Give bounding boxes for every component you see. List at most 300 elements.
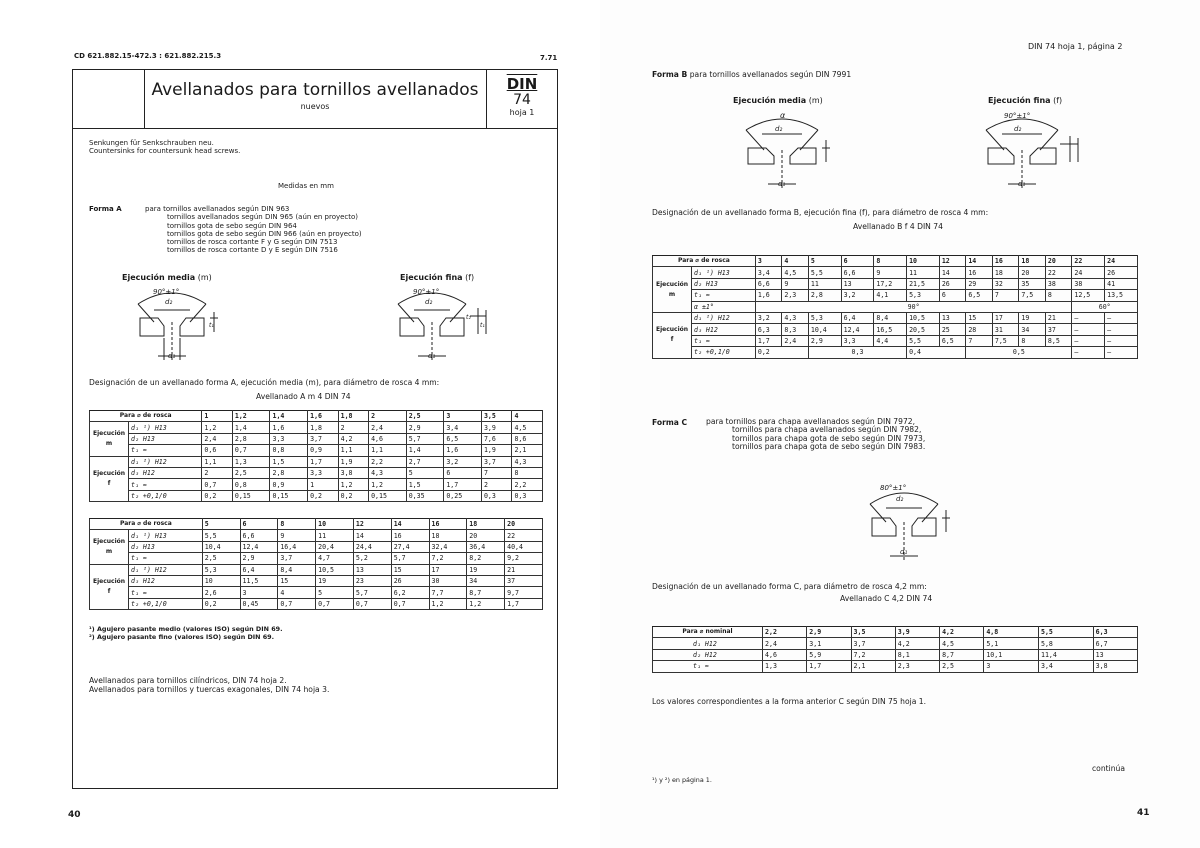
angle-a-fina: 90°±1° [413, 288, 440, 296]
table-header-cell: 10 [316, 519, 354, 530]
table-cell: 0,4 [907, 347, 966, 358]
table-cell: 6,5 [444, 433, 482, 444]
ejec-media-b-code: (m) [808, 96, 823, 105]
table-cell: 0,2 [202, 490, 232, 501]
diagram-b-media [742, 112, 832, 192]
din-label: DIN [506, 75, 538, 93]
table-cell: 3,7 [851, 638, 895, 649]
forma-a-line: tornillos de rosca cortante D y E según DIN 7516 [167, 246, 338, 255]
table-cell: 8,4 [278, 564, 316, 575]
table-forma-c [652, 626, 1138, 673]
table-cell: — [1072, 347, 1105, 358]
din-cell [487, 69, 557, 128]
table-cell: 17 [429, 564, 467, 575]
table-header-cell: 3 [755, 256, 782, 267]
table-cell: 16,5 [874, 324, 907, 335]
hatched-section [140, 318, 164, 336]
table-cell: 5,1 [984, 638, 1039, 649]
table-cell: 24,4 [353, 541, 391, 552]
table-cell: 0,2 [202, 598, 240, 609]
continua-label: continúa [1092, 764, 1126, 773]
table-cell: 17 [992, 312, 1019, 323]
table-cell: 2,4 [763, 638, 807, 649]
table-cell: 0,7 [232, 445, 270, 456]
table-cell: 5,7 [391, 553, 429, 564]
table-cell: 2,4 [369, 422, 407, 433]
table-cell: 7,6 [481, 433, 511, 444]
page-number-left: 40 [68, 810, 81, 820]
table-cell: 4,4 [874, 335, 907, 346]
group-label: Ejecución f [653, 312, 692, 358]
table-header-cell: 3,5 [851, 627, 895, 638]
row-symbol: t₁ ≈ [129, 479, 202, 490]
ejec-media-label: Ejecución media [122, 273, 196, 282]
group-label: Ejecución f [90, 456, 129, 502]
hatched-section [872, 518, 896, 536]
table-cell: 2,5 [232, 467, 270, 478]
note-forma-c: Los valores correspondientes a la forma anterior C según DIN 75 hoja 1. [652, 697, 927, 706]
table-cell: 1,6 [270, 422, 308, 433]
table-header-cell: 1 [202, 411, 232, 422]
table-cell: 9,7 [505, 587, 543, 598]
units-note: Medidas en mm [278, 182, 334, 190]
footnote-2: ²) Agujero pasante fino (valores ISO) según DIN 69. [89, 633, 275, 641]
table-cell: 6 [939, 290, 966, 301]
table-cell: 0,7 [278, 598, 316, 609]
table-cell: 5,9 [807, 649, 851, 660]
table-cell: 11 [907, 267, 940, 278]
t2-label: t₂ [466, 314, 471, 321]
alpha-label: α [780, 111, 786, 120]
forma-c-line: tornillos para chapa avellanados según DIN 7982, [732, 425, 922, 435]
table-cell: 0,7 [353, 598, 391, 609]
table-cell: 12,5 [1072, 290, 1105, 301]
row-symbol: t₂ +0,1/0 [692, 347, 756, 358]
table-cell: 32 [992, 278, 1019, 289]
table-cell: 11,4 [1038, 649, 1093, 660]
table-cell: 2,4 [782, 335, 809, 346]
page-subtitle: nuevos [300, 102, 330, 111]
table-cell: 1,1 [202, 456, 232, 467]
table-header-label: Para ⌀ nominal [653, 627, 763, 638]
table-header-cell: 12 [353, 519, 391, 530]
t1-label: t₁ [480, 322, 485, 329]
table-cell: 2,9 [406, 422, 444, 433]
t1-label: t₁ [209, 322, 214, 329]
table-cell: 8 [1045, 290, 1072, 301]
table-cell: 9 [278, 530, 316, 541]
table-cell: 1,3 [763, 661, 807, 672]
table-cell: 3,7 [481, 456, 511, 467]
table-cell: 1,8 [308, 422, 338, 433]
table-cell: 4,3 [512, 456, 543, 467]
d1-label-bf: d₁ [1018, 180, 1026, 188]
d3-label: d₂ [425, 298, 433, 306]
table-cell: 12,4 [240, 541, 278, 552]
table-header-cell: 5,5 [1038, 627, 1093, 638]
angle-b-fina: 90°±1° [1004, 112, 1031, 120]
hatched-section [748, 148, 774, 164]
table-cell: 6,5 [939, 335, 966, 346]
table-cell: 9 [782, 278, 809, 289]
desc-english: Countersinks for countersunk head screws. [89, 147, 241, 155]
table-cell: — [1072, 312, 1105, 323]
group-label: Ejecución m [90, 530, 129, 564]
title-blank-cell [72, 69, 145, 128]
table-header-cell: 4,8 [984, 627, 1039, 638]
table-header-cell: 8 [278, 519, 316, 530]
table-cell: 0,2 [308, 490, 338, 501]
right-header: DIN 74 hoja 1, página 2 [1028, 42, 1123, 51]
chamfer-line [986, 130, 1004, 150]
table-header-cell: 16 [429, 519, 467, 530]
right-page [600, 0, 1200, 848]
hatched-section [988, 148, 1014, 164]
designation-a: Designación de un avellanado forma A, ejecución media (m), para diámetro de rosca 4 mm: [89, 378, 440, 387]
table-header-cell: 12 [939, 256, 966, 267]
table-cell: 8,4 [874, 312, 907, 323]
forma-b-text: para tornillos avellanados según DIN 7991 [689, 70, 852, 79]
table-header-cell: 18 [467, 519, 505, 530]
ejec-fina-heading [400, 273, 474, 282]
hatched-section [912, 518, 936, 536]
table-cell: 8 [1019, 335, 1046, 346]
forma-b-line [652, 70, 851, 79]
table-cell: 8,7 [467, 587, 505, 598]
table-cell: 3,7 [308, 433, 338, 444]
table-cell: 0,8 [270, 445, 308, 456]
table-cell: 37 [505, 575, 543, 586]
table-cell: 10,4 [202, 541, 240, 552]
table-cell: 2,2 [369, 456, 407, 467]
table-cell: 7,2 [851, 649, 895, 660]
table-cell: 0,9 [270, 479, 308, 490]
forma-c-line: para tornillos para chapa avellanados según DIN 7972, [706, 417, 916, 426]
table-cell: 4,6 [763, 649, 807, 660]
table-cell: 8,5 [1045, 335, 1072, 346]
table-cell: 2,2 [512, 479, 543, 490]
table-cell: 38 [1045, 278, 1072, 289]
table-cell: 1,7 [308, 456, 338, 467]
table-cell: 5,3 [808, 312, 841, 323]
table-cell: 6,3 [755, 324, 782, 335]
table-header-label: Para ⌀ de rosca [90, 411, 202, 422]
row-symbol: d₃ H12 [129, 467, 202, 478]
table-cell: 4,5 [940, 638, 984, 649]
table-cell: — [1105, 347, 1138, 358]
table-cell: 0,8 [232, 479, 270, 490]
table-cell: 6 [444, 467, 482, 478]
header-code: CD 621.882.15-472.3 : 621.882.215.3 [74, 52, 222, 60]
table-cell: 2,7 [406, 456, 444, 467]
forma-a-list [145, 205, 362, 255]
table-cell: 2,5 [202, 553, 240, 564]
table-cell: 1 [308, 479, 338, 490]
table-cell: 0,2 [755, 347, 808, 358]
din-sheet: hoja 1 [509, 108, 535, 117]
table-cell: 18 [992, 267, 1019, 278]
table-cell: 4,3 [782, 312, 809, 323]
table-cell: 5 [406, 467, 444, 478]
forma-a-line: tornillos gota de sebo según DIN 966 (aún en proyecto) [167, 229, 362, 238]
table-cell: 1,7 [807, 661, 851, 672]
table-header-cell: 8 [874, 256, 907, 267]
table-header-cell: 2,9 [807, 627, 851, 638]
table-cell: 28 [966, 324, 993, 335]
table-cell: 2,8 [232, 433, 270, 444]
table-cell: 0,25 [444, 490, 482, 501]
table-cell: 35 [1019, 278, 1046, 289]
table-cell: 10,5 [907, 312, 940, 323]
table-cell: 8,3 [782, 324, 809, 335]
d1-label-b: d₁ [778, 180, 786, 188]
table-cell: 16 [391, 530, 429, 541]
table-cell: 2,1 [851, 661, 895, 672]
ejec-fina-code: (f) [465, 273, 475, 282]
table-cell: — [1072, 335, 1105, 346]
table-cell: 3,2 [755, 312, 782, 323]
table-cell: 20,5 [907, 324, 940, 335]
table-header-cell: 10 [907, 256, 940, 267]
table-header-label: Para ⌀ de rosca [653, 256, 756, 267]
table-cell: 4,3 [369, 467, 407, 478]
table-cell: — [1105, 324, 1138, 335]
row-symbol: α ±1° [692, 301, 756, 312]
row-symbol: t₁ ≈ [692, 290, 756, 301]
table-header-cell: 1,6 [308, 411, 338, 422]
table-cell: 10 [202, 575, 240, 586]
table-cell: 1,6 [444, 445, 482, 456]
table-cell: 2,5 [940, 661, 984, 672]
table-cell: 23 [353, 575, 391, 586]
group-label: Ejecución m [653, 267, 692, 313]
din-number: 74 [513, 92, 531, 108]
row-symbol: d₂ H12 [653, 649, 763, 660]
table-cell: 3 [984, 661, 1039, 672]
designation-b: Designación de un avellanado forma B, ejecución fina (f), para diámetro de rosca 4 mm: [652, 208, 989, 217]
table-cell: 7 [481, 467, 511, 478]
table-header-cell: 20 [505, 519, 543, 530]
ejec-media-b-heading [733, 96, 823, 105]
row-symbol: d₃ H12 [692, 324, 756, 335]
table-cell: 13 [1093, 649, 1137, 660]
table-cell: 0,15 [270, 490, 308, 501]
angle-a-media: 90°±1° [153, 288, 180, 296]
table-cell: 7 [966, 335, 993, 346]
diagram-a-fina [392, 286, 492, 366]
table-cell: 2,3 [895, 661, 939, 672]
forma-b-label: Forma B [652, 70, 688, 79]
table-cell: 0,9 [308, 445, 338, 456]
forma-a-label: Forma A [89, 205, 122, 213]
table-header-cell: 16 [992, 256, 1019, 267]
table-header-cell: 4,2 [940, 627, 984, 638]
table-cell: 41 [1105, 278, 1138, 289]
table-header-cell: 5 [202, 519, 240, 530]
table-header-label: Para ⌀ de rosca [90, 519, 203, 530]
table-header-cell: 18 [1019, 256, 1046, 267]
table-cell: 26 [939, 278, 966, 289]
table-header-cell: 6 [841, 256, 874, 267]
table-cell: 1,2 [202, 422, 232, 433]
table-cell: 24 [1072, 267, 1105, 278]
table-cell: 20 [467, 530, 505, 541]
table-cell: 14 [353, 530, 391, 541]
table-cell: 22 [505, 530, 543, 541]
ejec-media-code: (m) [197, 273, 212, 282]
table-cell: 1,7 [444, 479, 482, 490]
table-cell: 0,3 [512, 490, 543, 501]
d1-label: d₁ [428, 352, 436, 360]
title-cell [144, 69, 487, 128]
table-cell: 2,6 [202, 587, 240, 598]
table-cell: 0,6 [202, 445, 232, 456]
table-header-cell: 22 [1072, 256, 1105, 267]
table-cell: 29 [966, 278, 993, 289]
table-cell: 16,4 [278, 541, 316, 552]
table-cell: 3,4 [755, 267, 782, 278]
angle-arc [986, 119, 1058, 130]
table-cell: 6,6 [240, 530, 278, 541]
row-symbol: d₁ ²) H12 [129, 564, 203, 575]
table-cell: 27,4 [391, 541, 429, 552]
table-header-cell: 14 [966, 256, 993, 267]
diagram-b-fina [982, 112, 1082, 192]
table-cell: 4,5 [782, 267, 809, 278]
table-cell: 11 [808, 278, 841, 289]
table-cell: 19 [467, 564, 505, 575]
forma-a-line: tornillos gota de sebo según DIN 964 [167, 221, 297, 230]
table-cell: 5,3 [202, 564, 240, 575]
row-symbol: t₁ ≈ [129, 445, 202, 456]
table-cell: 37 [1045, 324, 1072, 335]
table-header-cell: 1,4 [270, 411, 308, 422]
table-cell: 21 [1045, 312, 1072, 323]
table-cell: 4,5 [512, 422, 543, 433]
table-header-cell: 20 [1045, 256, 1072, 267]
table-cell: 4 [278, 587, 316, 598]
table-cell: 13 [939, 312, 966, 323]
table-cell: 15 [391, 564, 429, 575]
footnote-1: ¹) Agujero pasante medio (valores ISO) según DIN 69. [89, 625, 283, 633]
table-cell: 0,7 [391, 598, 429, 609]
ejec-fina-b-code: (f) [1053, 96, 1063, 105]
table-cell: 0,15 [369, 490, 407, 501]
table-cell: 7,2 [429, 553, 467, 564]
table-cell: 5,7 [406, 433, 444, 444]
row-symbol: t₂ +0,1/0 [129, 490, 202, 501]
hatched-section [400, 318, 424, 336]
group-label: Ejecución f [90, 564, 129, 610]
table-cell: 0,15 [232, 490, 270, 501]
title-box [72, 69, 558, 129]
table-cell: 20,4 [316, 541, 354, 552]
row-symbol: t₁ ≈ [653, 661, 763, 672]
table-header-cell: 2 [369, 411, 407, 422]
forma-c-list [706, 418, 925, 452]
table-cell: 0,3 [481, 490, 511, 501]
table-cell: 5,2 [353, 553, 391, 564]
table-cell: 2,8 [808, 290, 841, 301]
table-cell: 10,4 [808, 324, 841, 335]
table-cell: 8,1 [895, 649, 939, 660]
table-cell: 1,6 [755, 290, 782, 301]
table-cell: 8,7 [940, 649, 984, 660]
table-cell: 0,7 [316, 598, 354, 609]
ejec-fina-b-heading [988, 96, 1062, 105]
table-cell: 18 [429, 530, 467, 541]
table-cell: 0,35 [406, 490, 444, 501]
table-cell: 2,8 [270, 467, 308, 478]
d3-label-b: d₂ [1014, 125, 1022, 133]
table-cell: 0,5 [966, 347, 1072, 358]
row-symbol: d₂ H13 [129, 541, 203, 552]
d1-label-c: d₁ [900, 548, 908, 556]
table-cell: 0,7 [202, 479, 232, 490]
angle-arc [870, 493, 938, 504]
table-cell: 5 [316, 587, 354, 598]
table-cell: 4,7 [316, 553, 354, 564]
table-cell: 1,4 [406, 445, 444, 456]
table-cell: 7 [992, 290, 1019, 301]
designation-a-example: Avellanado A m 4 DIN 74 [256, 392, 351, 401]
table-cell: 1,2 [467, 598, 505, 609]
table-cell: 3,2 [444, 456, 482, 467]
row-symbol: t₁ ≈ [129, 587, 203, 598]
table-cell: 12,4 [841, 324, 874, 335]
d2-label-b: d₂ [775, 125, 783, 133]
table-cell: 25 [939, 324, 966, 335]
table-cell: — [1072, 324, 1105, 335]
table-cell: 10,1 [984, 649, 1039, 660]
table-cell: 3,1 [807, 638, 851, 649]
table-cell: 1,2 [369, 479, 407, 490]
table-cell: 14 [939, 267, 966, 278]
alpha-cell: 90° [755, 301, 1072, 312]
d2-label: d₂ [165, 298, 173, 306]
table-cell: 30 [429, 575, 467, 586]
alpha-cell: 60° [1072, 301, 1138, 312]
chamfer-line [1040, 130, 1058, 150]
table-header-cell: 2,2 [763, 627, 807, 638]
table-cell: 2,9 [808, 335, 841, 346]
table-cell: 4,6 [369, 433, 407, 444]
page-number-right: 41 [1137, 808, 1150, 818]
table-cell: 1,9 [481, 445, 511, 456]
table-cell: 40,4 [505, 541, 543, 552]
table-cell: 16 [966, 267, 993, 278]
table-header-cell: 3,5 [481, 411, 511, 422]
forma-c-title: Forma C [652, 418, 688, 427]
table-cell: 2,4 [202, 433, 232, 444]
table-cell: 0,2 [338, 490, 368, 501]
table-cell: 15 [966, 312, 993, 323]
ejec-fina-label: Ejecución fina [400, 273, 463, 282]
table-cell: 1,5 [270, 456, 308, 467]
table-cell: 7,5 [992, 335, 1019, 346]
table-cell: — [1105, 335, 1138, 346]
ejec-fina-b-label: Ejecución fina [988, 96, 1051, 105]
table-cell: 32,4 [429, 541, 467, 552]
table-cell: 5,8 [1038, 638, 1093, 649]
table-cell: 13 [353, 564, 391, 575]
row-symbol: t₁ ≈ [692, 335, 756, 346]
table-cell: 6,6 [755, 278, 782, 289]
table-forma-a-large [89, 518, 543, 610]
table-cell: 2,1 [512, 445, 543, 456]
row-symbol: d₁ ²) H12 [129, 456, 202, 467]
table-cell: 2 [338, 422, 368, 433]
